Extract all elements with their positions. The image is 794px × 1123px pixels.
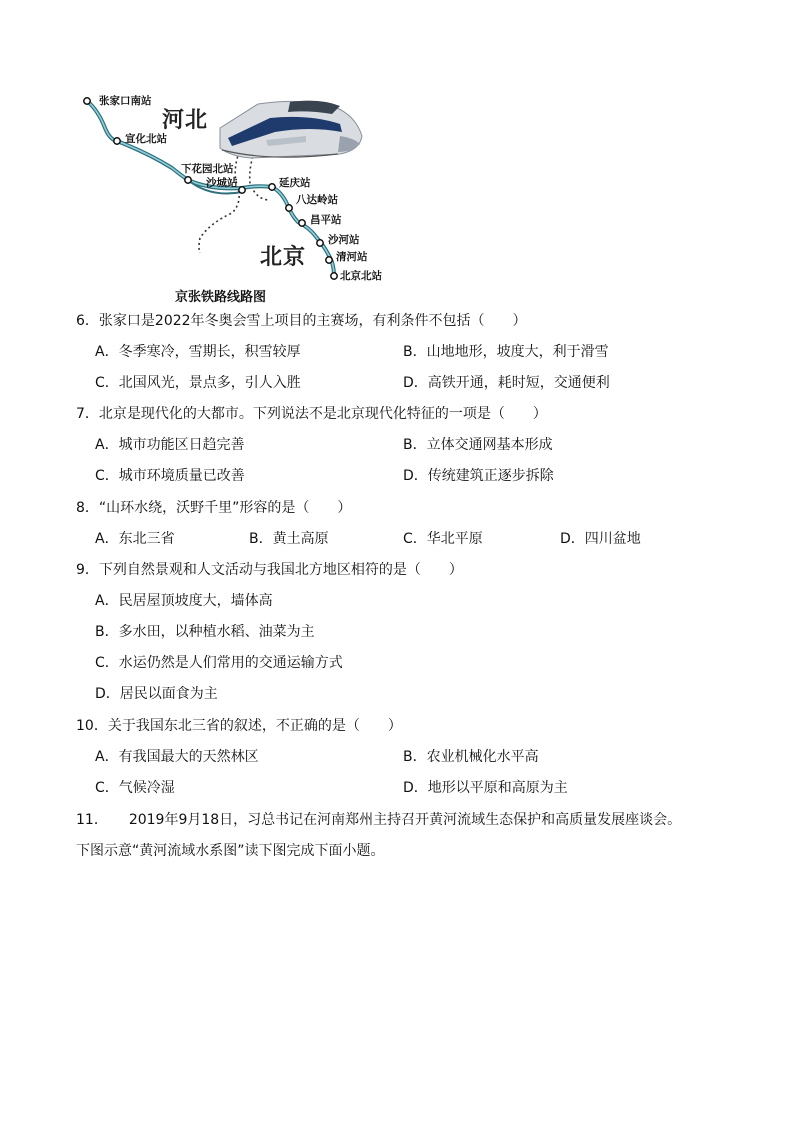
station-dot (331, 273, 337, 279)
question-stem: 10．关于我国东北三省的叙述，不正确的是（ ） (76, 718, 402, 734)
railway-map (70, 88, 400, 303)
station-label: 下花园北站 (181, 163, 234, 175)
train-illustration (220, 101, 362, 158)
option-d: D．传统建筑正逐步拆除 (403, 468, 554, 484)
station-dot (326, 257, 332, 263)
option-c: C．华北平原 (403, 531, 483, 547)
option-b: B．农业机械化水平高 (403, 749, 539, 765)
option-b: B．多水田，以种植水稻、油菜为主 (95, 624, 315, 640)
question-stem: 6．张家口是2022年冬奥会雪上项目的主赛场，有利条件不包括（ ） (76, 313, 527, 329)
option-b: B．立体交通网基本形成 (403, 437, 553, 453)
option-a: A．民居屋顶坡度大，墙体高 (95, 593, 273, 609)
question-stem: 7．北京是现代化的大都市。下列说法不是北京现代化特征的一项是（ ） (76, 406, 547, 422)
option-b: B．山地地形，坡度大，利于滑雪 (403, 344, 609, 360)
region-label-beijing: 北京 (260, 245, 307, 270)
station-label: 张家口南站 (99, 95, 152, 107)
station-dot (286, 205, 292, 211)
station-dot (269, 184, 275, 190)
station-label: 清河站 (336, 251, 368, 263)
question-stem: 9．下列自然景观和人文活动与我国北方地区相符的是（ ） (76, 562, 463, 578)
station-label: 北京北站 (340, 270, 382, 282)
option-a: A．城市功能区日趋完善 (95, 437, 245, 453)
option-b: B．黄土高原 (249, 531, 329, 547)
station-label: 沙城站 (206, 177, 238, 189)
station-dot (239, 187, 245, 193)
option-c: C．气候冷湿 (95, 780, 175, 796)
option-a: A．有我国最大的天然林区 (95, 749, 259, 765)
option-d: D．地形以平原和高原为主 (403, 780, 568, 796)
option-d: D．居民以面食为主 (95, 686, 218, 702)
question-11-line2: 下图示意“黄河流域水系图”读下图完成下面小题。 (76, 843, 385, 859)
option-c: C．水运仍然是人们常用的交通运输方式 (95, 655, 343, 671)
station-label: 八达岭站 (296, 194, 338, 206)
question-stem: 8．“山环水绕，沃野千里”形容的是（ ） (76, 500, 352, 516)
station-label: 昌平站 (310, 214, 342, 226)
option-c: C．城市环境质量已改善 (95, 468, 245, 484)
question-11-line1: 11． 2019年9月18日，习总书记在河南郑州主持召开黄河流域生态保护和高质量发展座谈会。 (76, 812, 682, 828)
option-c: C．北国风光，景点多，引人入胜 (95, 375, 301, 391)
station-label: 沙河站 (328, 234, 360, 246)
region-label-hebei: 河北 (162, 108, 209, 133)
station-dot (317, 240, 323, 246)
option-d: D．高铁开通，耗时短，交通便利 (403, 375, 610, 391)
option-a: A．东北三省 (95, 531, 175, 547)
station-dot (114, 138, 120, 144)
option-d: D．四川盆地 (560, 531, 641, 547)
station-dot (84, 98, 90, 104)
map-caption: 京张铁路线路图 (175, 290, 267, 305)
option-a: A．冬季寒冷，雪期长，积雪较厚 (95, 344, 301, 360)
station-dot (299, 220, 305, 226)
station-label: 延庆站 (279, 177, 311, 189)
station-label: 宣化北站 (125, 133, 167, 145)
station-dot (185, 177, 191, 183)
